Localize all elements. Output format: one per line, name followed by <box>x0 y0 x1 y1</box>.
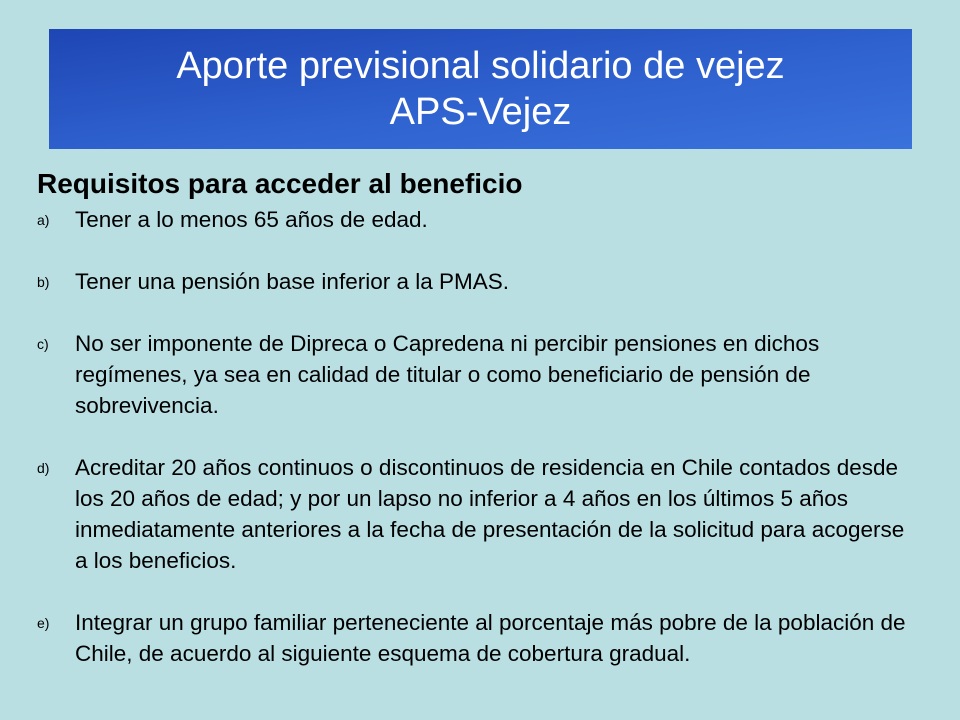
requirement-text: Integrar un grupo familiar perteneciente al porcentaje más pobre de la población de Chile, de acuerdo al siguiente esquema de cobertura gradual. <box>75 610 906 666</box>
requirement-marker: a) <box>37 212 50 228</box>
requirement-item-e <box>37 607 917 669</box>
requirement-marker: d) <box>37 460 50 476</box>
requirement-marker: b) <box>37 274 50 290</box>
requirement-item-a <box>37 204 917 235</box>
requirements-heading: Requisitos para acceder al beneficio <box>37 168 523 199</box>
requirement-text: Acreditar 20 años continuos o discontinuos de residencia en Chile contados desde los 20 años de edad; y por un lapso no inferior a 4 años en los últimos 5 años inmediatamente anteriores a la fecha de presentación de la solicitud para acogerse a los beneficios. <box>75 455 905 573</box>
requirement-text: Tener una pensión base inferior a la PMAS. <box>75 269 510 294</box>
slide-title: Aporte previsional solidario de vejez <box>176 45 785 87</box>
requirement-text: No ser imponente de Dipreca o Capredena ni percibir pensiones en dichos regímenes, ya sea en calidad de titular o como beneficiario de pensión de sobrevivencia. <box>75 331 820 418</box>
requirement-item-b <box>37 266 917 297</box>
requirement-item-d <box>37 452 917 576</box>
requirement-item-c <box>37 328 917 421</box>
slide-content <box>37 166 917 700</box>
requirement-marker: c) <box>37 336 49 352</box>
slide-title-box <box>49 29 912 149</box>
requirements-list <box>37 204 917 669</box>
slide-subtitle: APS-Vejez <box>389 91 572 133</box>
requirement-marker: e) <box>37 615 50 631</box>
requirement-text: Tener a lo menos 65 años de edad. <box>75 207 428 232</box>
